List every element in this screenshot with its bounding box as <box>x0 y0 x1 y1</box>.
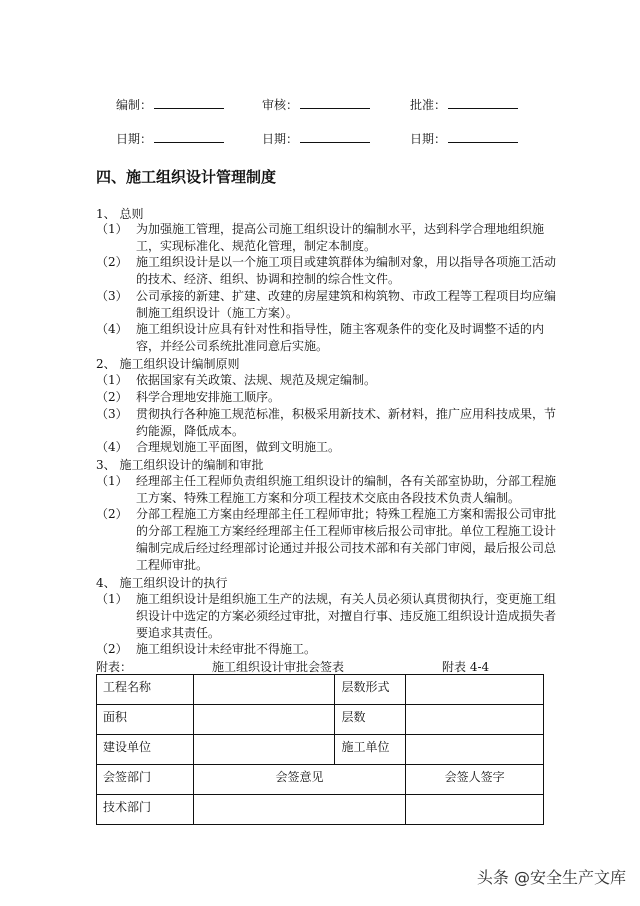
item-number: （2） <box>96 255 128 269</box>
item-number: （4） <box>96 440 128 454</box>
item-text: 分部工程施工方案由经理部主任工程师审批；特殊工程施工方案和需报公司审批的分部工程施工方案经经理部主任工程师审核后报公司审批。单位工程施工设计编制完成后经过经理部讨论通过并报公司技术部和有关部门审阅，最后报公司总工程师审批。 <box>136 507 557 572</box>
watermark: 头条 @安全生产文库 <box>476 868 626 887</box>
cell-label: 层数 <box>335 705 406 735</box>
cell-value[interactable] <box>193 795 406 825</box>
item-number: （1） <box>96 373 128 387</box>
item-number: （2） <box>96 390 128 404</box>
table-caption-number: 附表 4-4 <box>442 660 490 674</box>
item-number: （3） <box>96 407 128 421</box>
cell-label: 层数形式 <box>335 675 406 705</box>
section-heading-2: 2、 施工组织设计编制原则 <box>96 357 240 371</box>
table-caption-left: 附表： <box>96 660 133 674</box>
compiled-by-field <box>116 96 224 113</box>
cell-label: 会签部门 <box>97 765 194 795</box>
approved-date-field <box>410 130 518 147</box>
cell-value[interactable] <box>406 735 544 765</box>
compiled-date-label: 日期： <box>116 132 153 146</box>
cell-label: 施工单位 <box>335 735 406 765</box>
item-number: （1） <box>96 474 128 488</box>
item-text: 为加强施工管理，提高公司施工组织设计的编制水平，达到科学合理地组织施工，实现标准化、规范化管理，制定本制度。 <box>136 222 545 253</box>
item-text: 贯彻执行各种施工规范标准，积极采用新技术、新材料，推广应用科技成果，节约能源，降低成本。 <box>136 407 557 438</box>
compiled-by-label: 编制： <box>116 98 153 112</box>
reviewed-by-label: 审核： <box>262 98 299 112</box>
cell-label: 工程名称 <box>97 675 194 705</box>
reviewed-date-field <box>262 130 370 147</box>
reviewed-date-line <box>300 130 370 143</box>
cell-value[interactable] <box>406 795 544 825</box>
section-title: 四、施工组织设计管理制度 <box>96 168 277 186</box>
section-2-item-3 <box>96 406 556 440</box>
item-text: 施工组织设计应具有针对性和指导性，随主客观条件的变化及时调整不适的内容，并经公司系统批准同意后实施。 <box>136 322 545 353</box>
approved-by-line <box>448 96 518 109</box>
approved-date-label: 日期： <box>410 132 447 146</box>
section-2-item-4 <box>96 439 556 456</box>
cell-value[interactable] <box>406 705 544 735</box>
item-text: 施工组织设计未经审批不得施工。 <box>136 642 317 656</box>
cell-label: 会签人签字 <box>406 765 544 795</box>
item-text: 依据国家有关政策、法规、规范及规定编制。 <box>136 373 377 387</box>
approved-by-label: 批准： <box>410 98 447 112</box>
section-heading-1: 1、 总则 <box>96 207 144 221</box>
cell-label: 技术部门 <box>97 795 194 825</box>
cell-value[interactable] <box>193 735 335 765</box>
item-number: （1） <box>96 592 128 606</box>
section-2-item-1 <box>96 372 556 389</box>
section-heading-4: 4、 施工组织设计的执行 <box>96 576 228 590</box>
item-text: 合理规划施工平面图，做到文明施工。 <box>136 440 341 454</box>
table-row <box>97 675 544 705</box>
section-1-item-2 <box>96 254 556 288</box>
table-row <box>97 735 544 765</box>
item-text: 施工组织设计是组织施工生产的法规，有关人员必须认真贯彻执行，变更施工组织设计中选定的方案必须经过审批，对擅自行事、违反施工组织设计造成损失者要追求其责任。 <box>136 592 557 640</box>
compiled-date-field <box>116 130 224 147</box>
section-3-item-2 <box>96 506 556 574</box>
table-row <box>97 705 544 735</box>
reviewed-date-label: 日期： <box>262 132 299 146</box>
section-1-item-1 <box>96 221 556 255</box>
item-number: （4） <box>96 322 128 336</box>
approved-date-line <box>448 130 518 143</box>
section-3-item-1 <box>96 473 556 507</box>
compiled-by-line <box>154 96 224 109</box>
section-1-item-4 <box>96 321 556 355</box>
cell-label: 面积 <box>97 705 194 735</box>
item-text: 公司承接的新建、扩建、改建的房屋建筑和构筑物、市政工程等工程项目均应编制施工组织设计（施工方案）。 <box>136 289 557 320</box>
item-text: 施工组织设计是以一个施工项目或建筑群体为编制对象，用以指导各项施工活动的技术、经济、组织、协调和控制的综合性文件。 <box>136 255 557 286</box>
item-text: 科学合理地安排施工顺序。 <box>136 390 281 404</box>
reviewed-by-line <box>300 96 370 109</box>
item-text: 经理部主任工程师负责组织施工组织设计的编制，各有关部室协助，分部工程施工方案、特殊工程施工方案和分项工程技术交底由各段技术负责人编制。 <box>136 474 557 505</box>
item-number: （2） <box>96 507 128 521</box>
approval-table <box>96 674 544 825</box>
table-caption-title: 施工组织设计审批会签表 <box>212 660 345 674</box>
cell-label: 会签意见 <box>193 765 406 795</box>
reviewed-by-field <box>262 96 370 113</box>
table-row <box>97 765 544 795</box>
item-number: （1） <box>96 222 128 236</box>
section-4-item-2 <box>96 641 556 658</box>
cell-label: 建设单位 <box>97 735 194 765</box>
section-1-item-3 <box>96 288 556 322</box>
section-4-item-1 <box>96 591 556 642</box>
approved-by-field <box>410 96 518 113</box>
item-number: （3） <box>96 289 128 303</box>
compiled-date-line <box>154 130 224 143</box>
cell-value[interactable] <box>406 675 544 705</box>
cell-value[interactable] <box>193 705 335 735</box>
table-caption <box>96 658 546 674</box>
table-row <box>97 795 544 825</box>
item-number: （2） <box>96 642 128 656</box>
section-2-item-2 <box>96 389 556 406</box>
section-heading-3: 3、 施工组织设计的编制和审批 <box>96 458 264 472</box>
cell-value[interactable] <box>193 675 335 705</box>
